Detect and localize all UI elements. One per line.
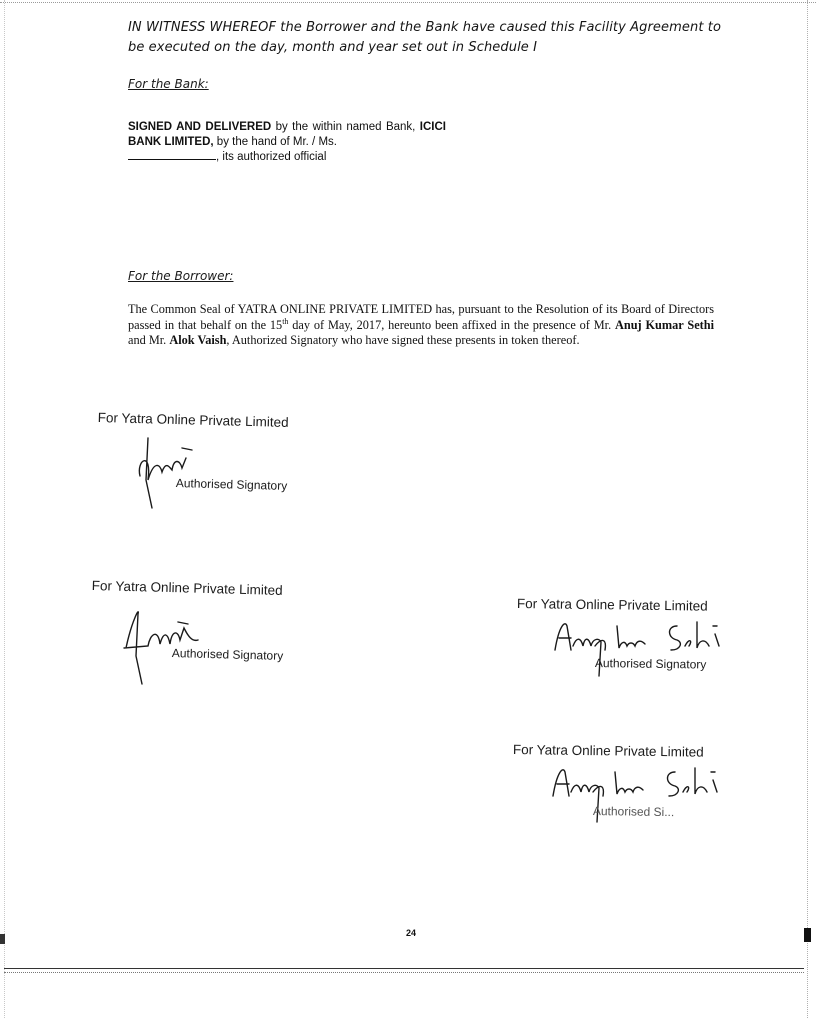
footer-dotted-rule (4, 972, 804, 973)
seal-text-3: and Mr. (128, 333, 170, 347)
stamp-company-name: For Yatra Online Private Limited (97, 410, 289, 430)
stamp-authorised-label: Authorised Signatory (175, 476, 288, 493)
common-seal-paragraph (128, 302, 714, 349)
signature-mark (118, 600, 228, 690)
official-name-blank (128, 150, 216, 160)
left-margin-mark (0, 934, 5, 944)
binder-mark (804, 928, 811, 942)
borrower-heading: For the Borrower: (128, 269, 234, 283)
signed-delivered-label: SIGNED AND DELIVERED (128, 121, 272, 133)
company-stamp-1 (98, 410, 328, 510)
stamp-company-name: For Yatra Online Private Limited (91, 578, 283, 598)
page-number: 24 (406, 928, 417, 938)
bank-name: ICICI BANK LIMITED, (128, 121, 446, 148)
stamp-authorised-label: Authorised Signatory (594, 656, 707, 672)
stamp-company-name: For Yatra Online Private Limited (512, 742, 704, 760)
bank-text-2: by the hand of Mr. / Ms. (213, 136, 337, 148)
stamp-authorised-label: Authorised Signatory (171, 646, 284, 663)
page-top-edge (0, 2, 816, 3)
witness-clause: IN WITNESS WHEREOF the Borrower and the Bank have caused this Facility Agreement to be executed on the day, month and year set out in Schedule I (128, 20, 722, 55)
footer-rule (4, 968, 804, 969)
page-left-edge (4, 0, 5, 1018)
bank-text-1: by the within named Bank, (271, 121, 420, 133)
company-stamp-4 (513, 742, 743, 832)
company-stamp-3 (517, 596, 747, 686)
seal-text-2: day of May, 2017, hereunto been affixed in the presence of Mr. (288, 317, 615, 332)
signature-mark (547, 762, 747, 842)
bank-signing-block (128, 120, 446, 165)
seal-text-4: , Authorized Signatory who have signed these presents in token thereof. (226, 333, 580, 347)
seal-text-1: The Common Seal of YATRA ONLINE PRIVATE LIMITED has, pursuant to the Resolution of its Board of Directors passed in that behalf on the 15 (128, 302, 714, 332)
signatory-name-2: Alok Vaish (169, 333, 227, 347)
bank-heading: For the Bank: (128, 77, 209, 91)
page-right-edge (807, 0, 808, 1018)
company-stamp-2 (92, 578, 322, 688)
seal-superscript: th (282, 316, 289, 326)
bank-text-3: , its authorized official (216, 151, 327, 163)
stamp-company-name: For Yatra Online Private Limited (516, 596, 708, 614)
signatory-name-1: Anuj Kumar Sethi (614, 317, 715, 332)
stamp-authorised-label: Authorised Si... (592, 804, 675, 820)
signature-mark (126, 430, 226, 510)
